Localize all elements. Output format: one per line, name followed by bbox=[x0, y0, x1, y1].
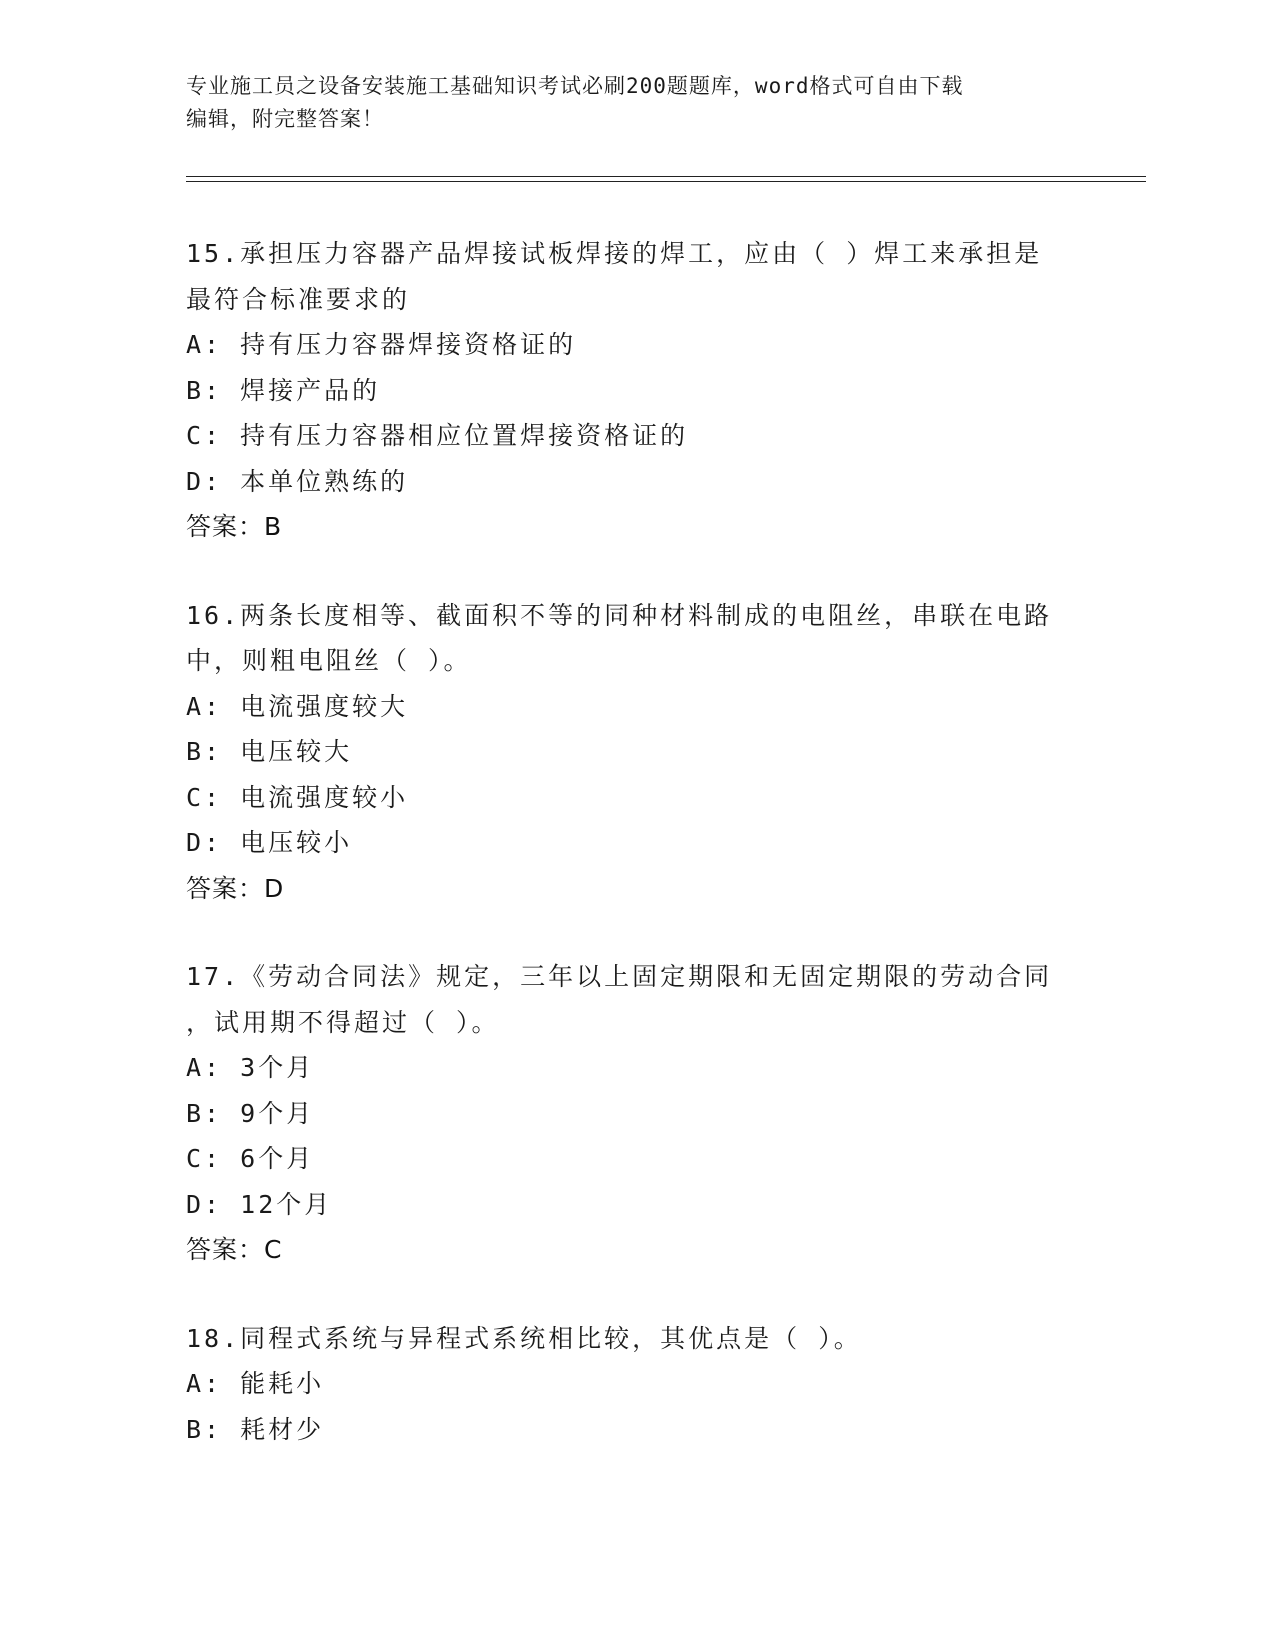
option-a: A: 电流强度较大 bbox=[186, 691, 409, 721]
option-c: C: 6个月 bbox=[186, 1144, 315, 1173]
header-divider-top bbox=[186, 176, 1146, 177]
answer: 答案：D bbox=[186, 873, 285, 903]
question-stem: 15.承担压力容器产品焊接试板焊接的焊工，应由（ ）焊工来承担是 bbox=[186, 239, 1043, 268]
document-header bbox=[186, 70, 1066, 136]
question-list bbox=[186, 231, 1096, 1495]
option-b: B: 耗材少 bbox=[186, 1414, 325, 1444]
question-stem: 最符合标准要求的 bbox=[186, 284, 411, 314]
option-b: B: 电压较大 bbox=[186, 737, 353, 766]
header-divider-bottom bbox=[186, 181, 1146, 182]
option-b: B: 焊接产品的 bbox=[186, 375, 381, 405]
question-16 bbox=[186, 593, 1096, 912]
question-18 bbox=[186, 1316, 1096, 1453]
question-15 bbox=[186, 231, 1096, 550]
option-d: D: 12个月 bbox=[186, 1189, 333, 1219]
option-c: C: 持有压力容器相应位置焊接资格证的 bbox=[186, 421, 689, 450]
answer: 答案：C bbox=[186, 1235, 283, 1264]
option-a: A: 能耗小 bbox=[186, 1369, 325, 1398]
option-c: C: 电流强度较小 bbox=[186, 782, 409, 812]
option-d: D: 电压较小 bbox=[186, 828, 353, 857]
header-line-1: 专业施工员之设备安装施工基础知识考试必刷200题题库，word格式可自由下载 bbox=[186, 74, 964, 98]
header-line-2: 编辑，附完整答案！ bbox=[186, 107, 384, 131]
question-stem: ，试用期不得超过（ ）。 bbox=[186, 1007, 500, 1037]
question-stem: 18.同程式系统与异程式系统相比较，其优点是（ ）。 bbox=[186, 1323, 862, 1353]
question-stem: 16.两条长度相等、截面积不等的同种材料制成的电阻丝，串联在电路 bbox=[186, 600, 1053, 630]
question-stem: 中，则粗电阻丝（ ）。 bbox=[186, 646, 472, 675]
option-a: A: 持有压力容器焊接资格证的 bbox=[186, 330, 577, 359]
option-b: B: 9个月 bbox=[186, 1098, 315, 1128]
question-stem: 17.《劳动合同法》规定，三年以上固定期限和无固定期限的劳动合同 bbox=[186, 962, 1053, 991]
question-17 bbox=[186, 954, 1096, 1273]
option-d: D: 本单位熟练的 bbox=[186, 466, 409, 496]
answer: 答案：B bbox=[186, 512, 283, 541]
option-a: A: 3个月 bbox=[186, 1053, 315, 1082]
